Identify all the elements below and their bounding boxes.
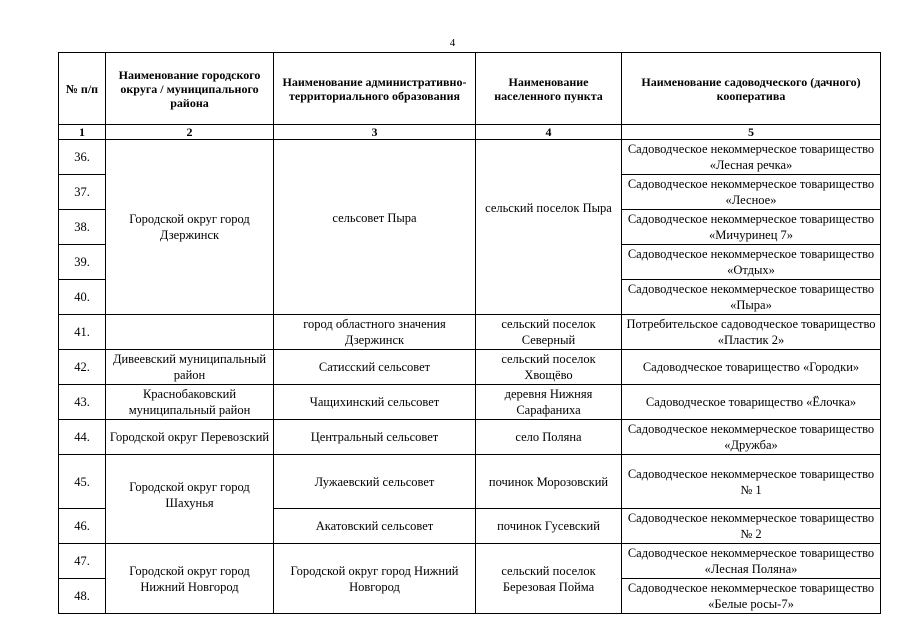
district-cell: Городской округ город Нижний Новгород [106, 544, 274, 614]
column-number: 5 [622, 125, 881, 140]
cooperative-cell: Садоводческое некоммерческое товарищество № 2 [622, 509, 881, 544]
admin-unit-cell: Чащихинский сельсовет [274, 385, 476, 420]
admin-unit-cell: город областного значения Дзержинск [274, 315, 476, 350]
admin-unit-cell: Центральный сельсовет [274, 420, 476, 455]
table-row [59, 315, 881, 350]
column-number: 1 [59, 125, 106, 140]
row-number: 36. [59, 140, 106, 175]
column-number-row [59, 125, 881, 140]
header-settlement: Наименование населенного пункта [476, 53, 622, 125]
header-number: № п/п [59, 53, 106, 125]
header-row [59, 53, 881, 125]
table-row [59, 350, 881, 385]
settlement-cell: сельский поселок Пыра [476, 140, 622, 315]
cooperative-cell: Садоводческое некоммерческое товарищество «Лесное» [622, 175, 881, 210]
district-cell: Краснобаковский муниципальный район [106, 385, 274, 420]
column-number: 2 [106, 125, 274, 140]
row-number: 40. [59, 280, 106, 315]
cooperative-cell: Садоводческое товарищество «Городки» [622, 350, 881, 385]
row-number: 43. [59, 385, 106, 420]
admin-unit-cell: Городской округ город Нижний Новгород [274, 544, 476, 614]
district-cell-empty [106, 315, 274, 350]
settlement-cell: деревня Нижняя Сарафаниха [476, 385, 622, 420]
district-cell: Городской округ Перевозский [106, 420, 274, 455]
table-row [59, 455, 881, 509]
table-row [59, 385, 881, 420]
table-row [59, 420, 881, 455]
row-number: 38. [59, 210, 106, 245]
admin-unit-cell: Акатовский сельсовет [274, 509, 476, 544]
cooperative-cell: Садоводческое некоммерческое товарищество «Лесная речка» [622, 140, 881, 175]
district-cell: Городской округ город Шахунья [106, 455, 274, 544]
cooperative-cell: Садоводческое некоммерческое товарищество «Пыра» [622, 280, 881, 315]
row-number: 37. [59, 175, 106, 210]
page-number: 4 [449, 37, 456, 49]
header-admin-unit: Наименование административно-территориального образования [274, 53, 476, 125]
header-district: Наименование городского округа / муниципального района [106, 53, 274, 125]
cooperative-cell: Садоводческое некоммерческое товарищество «Мичуринец 7» [622, 210, 881, 245]
header-cooperative: Наименование садоводческого (дачного) кооператива [622, 53, 881, 125]
settlement-cell: починок Гусевский [476, 509, 622, 544]
settlement-cell: сельский поселок Северный [476, 315, 622, 350]
row-number: 41. [59, 315, 106, 350]
district-cell: Городской округ город Дзержинск [106, 140, 274, 315]
row-number: 42. [59, 350, 106, 385]
registry-table [58, 52, 881, 614]
settlement-cell: село Поляна [476, 420, 622, 455]
table-row [59, 140, 881, 175]
cooperative-cell: Потребительское садоводческое товарищество «Пластик 2» [622, 315, 881, 350]
row-number: 46. [59, 509, 106, 544]
row-number: 47. [59, 544, 106, 579]
cooperative-cell: Садоводческое некоммерческое товарищество «Лесная Поляна» [622, 544, 881, 579]
row-number: 45. [59, 455, 106, 509]
settlement-cell: сельский поселок Березовая Пойма [476, 544, 622, 614]
cooperative-cell: Садоводческое товарищество «Ёлочка» [622, 385, 881, 420]
table-row [59, 544, 881, 579]
row-number: 44. [59, 420, 106, 455]
cooperative-cell: Садоводческое некоммерческое товарищество № 1 [622, 455, 881, 509]
admin-unit-cell: сельсовет Пыра [274, 140, 476, 315]
cooperative-cell: Садоводческое некоммерческое товарищество «Белые росы-7» [622, 579, 881, 614]
district-cell: Дивеевский муниципальный район [106, 350, 274, 385]
settlement-cell: сельский поселок Хвощёво [476, 350, 622, 385]
column-number: 4 [476, 125, 622, 140]
cooperative-cell: Садоводческое некоммерческое товарищество «Дружба» [622, 420, 881, 455]
admin-unit-cell: Лужаевский сельсовет [274, 455, 476, 509]
settlement-cell: починок Морозовский [476, 455, 622, 509]
cooperative-cell: Садоводческое некоммерческое товарищество «Отдых» [622, 245, 881, 280]
row-number: 48. [59, 579, 106, 614]
admin-unit-cell: Сатисский сельсовет [274, 350, 476, 385]
column-number: 3 [274, 125, 476, 140]
row-number: 39. [59, 245, 106, 280]
